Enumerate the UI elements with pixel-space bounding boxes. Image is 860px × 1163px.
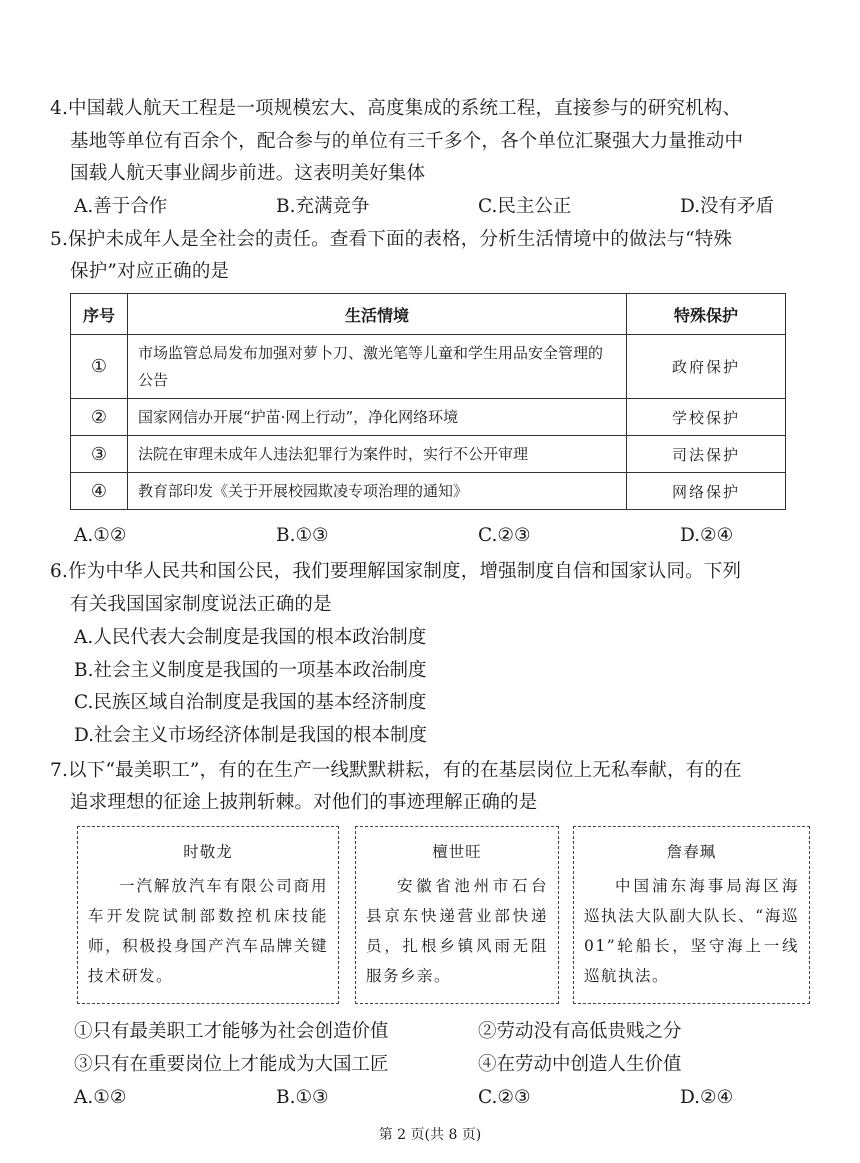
- q4-line-1: 4.中国载人航天工程是一项规模宏大、高度集成的系统工程，直接参与的研究机构、: [50, 98, 742, 119]
- q7-line-2: 追求理想的征途上披荆斩棘。对他们的事迹理解正确的是: [70, 792, 538, 813]
- q6-option-d[interactable]: D.社会主义市场经济体制是我国的根本制度: [74, 725, 428, 746]
- protection-table: [70, 293, 786, 510]
- row-situation: 法院在审理未成年人违法犯罪行为案件时，实行不公开审理: [128, 436, 627, 473]
- q5-line-1: 5.保护未成年人是全社会的责任。查看下面的表格，分析生活情境中的做法与“特殊: [50, 229, 733, 250]
- q5-line-2: 保护”对应正确的是: [70, 261, 230, 282]
- row-number: ④: [71, 473, 128, 510]
- q7-option-d[interactable]: D.②④: [680, 1087, 734, 1108]
- table-row: [71, 473, 786, 510]
- q4-line-2: 基地等单位有百余个，配合参与的单位有三千多个，各个单位汇聚强大力量推动中: [70, 131, 744, 152]
- worker-card-1: [77, 826, 339, 1004]
- worker-name: 詹春珮: [666, 843, 717, 861]
- q6-line-2: 有关我国国家制度说法正确的是: [70, 594, 332, 615]
- q6-option-a[interactable]: A.人民代表大会制度是我国的根本政治制度: [74, 627, 427, 648]
- q5-option-c[interactable]: C.②③: [478, 525, 531, 546]
- q7-option-c[interactable]: C.②③: [478, 1087, 531, 1108]
- worker-description: 一汽解放汽车有限公司商用车开发院试制部数控机床技能师，积极投身国产汽车品牌关键技术研发。: [88, 877, 328, 985]
- q5-option-b[interactable]: B.①③: [276, 525, 329, 546]
- row-protection: 政府保护: [627, 335, 786, 399]
- q4-option-d[interactable]: D.没有矛盾: [680, 196, 775, 217]
- q4-line-3: 国载人航天事业阔步前进。这表明美好集体: [70, 163, 426, 184]
- q7-option-a[interactable]: A.①②: [74, 1087, 127, 1108]
- row-number: ①: [71, 335, 128, 399]
- q4-option-b[interactable]: B.充满竞争: [276, 196, 370, 217]
- table-header-situation: 生活情境: [128, 294, 627, 335]
- q7-statement-4: ④在劳动中创造人生价值: [478, 1054, 682, 1075]
- worker-card-3: [573, 826, 810, 1004]
- table-header-row: [71, 294, 786, 335]
- table-header-no: 序号: [71, 294, 128, 335]
- table-row: [71, 399, 786, 436]
- q4-option-c[interactable]: C.民主公正: [478, 196, 572, 217]
- row-protection: 学校保护: [627, 399, 786, 436]
- row-situation: 市场监管总局发布加强对萝卜刀、激光笔等儿童和学生用品安全管理的公告: [128, 335, 627, 399]
- table-row: [71, 335, 786, 399]
- q7-line-1: 7.以下“最美职工”，有的在生产一线默默耕耘，有的在基层岗位上无私奉献，有的在: [50, 760, 742, 781]
- worker-name: 时敬龙: [183, 843, 233, 861]
- q5-option-a[interactable]: A.①②: [74, 525, 127, 546]
- row-protection: 网络保护: [627, 473, 786, 510]
- q6-option-b[interactable]: B.社会主义制度是我国的一项基本政治制度: [74, 660, 427, 681]
- row-number: ③: [71, 436, 128, 473]
- row-situation: 国家网信办开展“护苗·网上行动”，净化网络环境: [128, 399, 627, 436]
- q7-option-b[interactable]: B.①③: [276, 1087, 329, 1108]
- page-footer: 第 2 页(共 8 页): [378, 1127, 482, 1143]
- row-protection: 司法保护: [627, 436, 786, 473]
- worker-card-2: [355, 826, 559, 1004]
- q6-option-c[interactable]: C.民族区域自治制度是我国的基本经济制度: [74, 692, 427, 713]
- q7-statement-1: ①只有最美职工才能够为社会创造价值: [74, 1021, 389, 1042]
- worker-name: 檀世旺: [432, 843, 482, 861]
- q7-statement-3: ③只有在重要岗位上才能成为大国工匠: [74, 1054, 389, 1075]
- row-number: ②: [71, 399, 128, 436]
- worker-description: 中国浦东海事局海区海巡执法大队副大队长、“海巡01”轮船长，坚守海上一线巡航执法。: [584, 877, 799, 985]
- q5-option-d[interactable]: D.②④: [680, 525, 734, 546]
- table-row: [71, 436, 786, 473]
- row-situation: 教育部印发《关于开展校园欺凌专项治理的通知》: [128, 473, 627, 510]
- q6-line-1: 6.作为中华人民共和国公民，我们要理解国家制度，增强制度自信和国家认同。下列: [50, 561, 742, 582]
- table-header-protection: 特殊保护: [627, 294, 786, 335]
- worker-description: 安徽省池州市石台县京东快递营业部快递员，扎根乡镇风雨无阻服务乡亲。: [366, 877, 548, 985]
- q7-statement-2: ②劳动没有高低贵贱之分: [478, 1021, 682, 1042]
- q4-option-a[interactable]: A.善于合作: [74, 196, 168, 217]
